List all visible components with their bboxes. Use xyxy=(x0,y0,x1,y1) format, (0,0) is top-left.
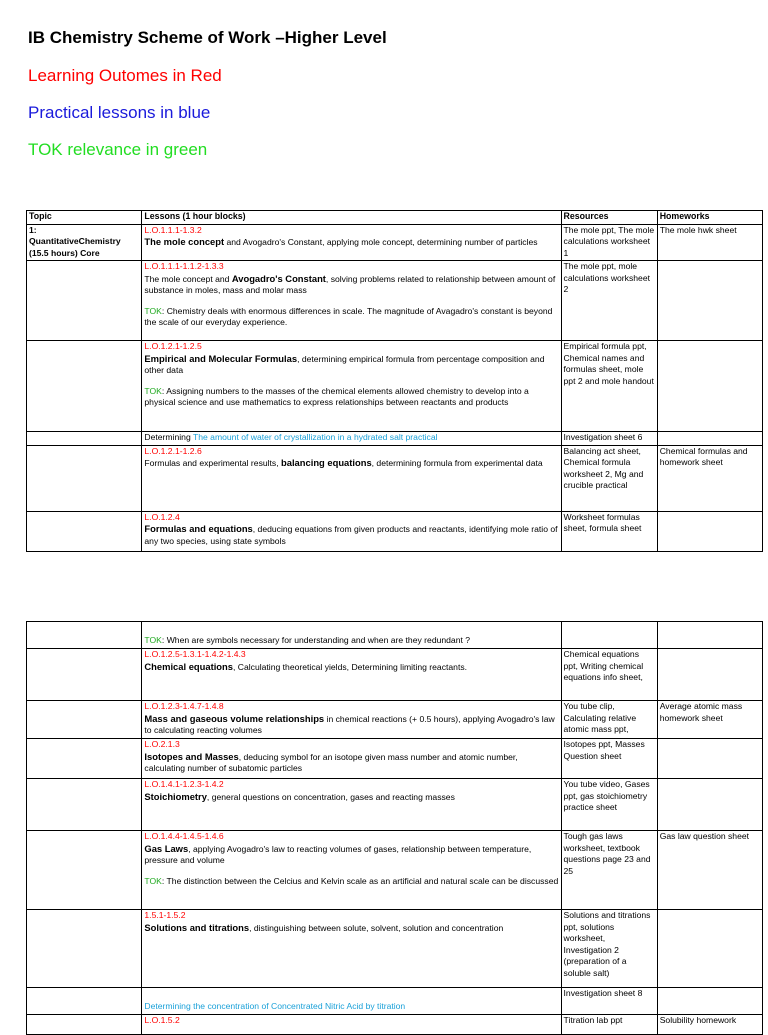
tok-text: : Assigning numbers to the masses of the chemical elements allowed chemistry to develop into a physical science and use mathematics to express relationships between reactants and products xyxy=(144,385,529,408)
table-row xyxy=(27,1015,763,1035)
lesson-text: , determining formula from experimental data xyxy=(371,458,543,469)
lesson-text: Formulas and experimental results, xyxy=(144,458,282,469)
resources-cell: Worksheet formulas sheet, formula sheet xyxy=(561,511,657,551)
lesson-text: , Calculating theoretical yields, Determining limiting reactants. xyxy=(232,661,468,672)
topic-cell xyxy=(27,1015,142,1035)
homework-cell xyxy=(657,511,762,551)
topic-cell xyxy=(27,445,142,511)
lesson-text: The mole concept and xyxy=(144,273,232,284)
homework-cell: Gas law question sheet xyxy=(657,831,762,910)
homework-cell xyxy=(657,779,762,831)
topic-cell xyxy=(27,831,142,910)
lesson-text: , determining empirical formula from percentage composition and other data xyxy=(144,353,545,376)
tok-label: TOK xyxy=(144,385,162,396)
topic-hours: (15.5 hours) Core xyxy=(29,247,100,258)
legend-learning-outcomes: Learning Outomes in Red xyxy=(28,66,222,85)
lesson-title: Solutions and titrations xyxy=(144,921,250,933)
lesson-title: The mole concept xyxy=(144,236,225,248)
legend-practical-lessons: Practical lessons in blue xyxy=(28,103,211,122)
table-row xyxy=(27,910,763,988)
lesson-title: Chemical equations xyxy=(144,660,233,672)
lesson-cell xyxy=(142,511,561,551)
lesson-text: , deducing equations from given products and reactants, identifying mole ratio of any two species, using state symbols xyxy=(144,524,558,546)
topic-cell xyxy=(27,988,142,1015)
lesson-text: in chemical reactions (+ 0.5 hours), applying Avogadro's law to calculating reacting volumes xyxy=(144,713,555,736)
lesson-title: Stoichiometry xyxy=(144,790,207,802)
table-header-row xyxy=(27,211,763,225)
lesson-text: and Avogadro's Constant, applying mole concept, determining number of particles xyxy=(224,237,538,248)
table-row xyxy=(27,779,763,831)
topic-cell xyxy=(27,649,142,701)
lesson-cell xyxy=(142,739,561,779)
topic-cell xyxy=(27,341,142,432)
learning-outcome: L.O.1.1.1-1.3.2 xyxy=(144,224,202,235)
table-row xyxy=(27,224,763,261)
lesson-cell xyxy=(142,988,561,1015)
lesson-text: , distinguishing between solute, solvent, solution and concentration xyxy=(249,922,504,933)
tok-label: TOK xyxy=(144,635,162,646)
header-homeworks: Homeworks xyxy=(657,211,762,225)
lesson-title: balancing equations xyxy=(281,457,372,469)
topic-cell xyxy=(27,910,142,988)
homework-cell xyxy=(657,261,762,341)
learning-outcome: L.O.1.2.1-1.2.6 xyxy=(144,445,202,456)
scheme-table-1 xyxy=(26,210,763,552)
header-topic: Topic xyxy=(27,211,142,225)
topic-cell xyxy=(27,739,142,779)
topic-cell xyxy=(27,261,142,341)
lesson-cell xyxy=(142,224,561,261)
tok-text: : Chemistry deals with enormous differences in scale. The magnitude of Avagadro's constant is beyond the scale of our everyday experience. xyxy=(144,305,553,328)
table-row xyxy=(27,261,763,341)
topic-cell xyxy=(27,622,142,649)
lesson-cell xyxy=(142,445,561,511)
tok-label: TOK xyxy=(144,305,162,316)
lesson-title: Isotopes and Masses xyxy=(144,750,239,762)
topic-cell xyxy=(27,779,142,831)
lesson-title: Gas Laws xyxy=(144,842,189,854)
learning-outcome: L.O.1.4.4-1.4.5-1.4.6 xyxy=(144,831,224,841)
lesson-cell xyxy=(142,622,561,649)
lesson-text: , general questions on concentration, gases and reacting masses xyxy=(206,791,455,802)
homework-cell xyxy=(657,988,762,1015)
homework-cell xyxy=(657,432,762,446)
table-row xyxy=(27,649,763,701)
lesson-title: Mass and gaseous volume relationships xyxy=(144,712,325,724)
homework-cell: Chemical formulas and homework sheet xyxy=(657,445,762,511)
lesson-title: Formulas and equations xyxy=(144,523,253,535)
lesson-cell xyxy=(142,261,561,341)
learning-outcome: L.O.1.2.1-1.2.5 xyxy=(144,341,202,352)
lesson-cell xyxy=(142,341,561,432)
resources-cell: Tough gas laws worksheet, textbook questions page 23 and 25 xyxy=(561,831,657,910)
learning-outcome: L.O.1.5.2 xyxy=(144,1015,180,1025)
header-resources: Resources xyxy=(561,211,657,225)
learning-outcome: L.O.1.1.1-1.1.2-1.3.3 xyxy=(144,261,224,272)
table-row xyxy=(27,988,763,1015)
scheme-table-2 xyxy=(26,621,763,1035)
lesson-cell xyxy=(142,910,561,988)
lesson-text: Determining xyxy=(144,432,193,443)
lesson-cell xyxy=(142,831,561,910)
topic-cell xyxy=(27,701,142,739)
resources-cell: You tube video, Gases ppt, gas stoichiometry practice sheet xyxy=(561,779,657,831)
topic-name: QuantitativeChemistry xyxy=(29,236,121,247)
lesson-cell xyxy=(142,1015,561,1035)
header-lessons: Lessons (1 hour blocks) xyxy=(142,211,561,225)
homework-cell xyxy=(657,622,762,649)
resources-cell: Investigation sheet 6 xyxy=(561,432,657,446)
resources-cell: The mole ppt, The mole calculations worksheet 1 xyxy=(561,224,657,261)
lesson-title: Empirical and Molecular Formulas xyxy=(144,352,298,364)
lesson-text: , applying Avogadro's law to reacting volumes of gases, relationship between temperature, pressure and volume xyxy=(144,843,532,866)
homework-cell xyxy=(657,910,762,988)
lesson-title: Avogadro's Constant xyxy=(231,272,326,284)
homework-cell: The mole hwk sheet xyxy=(657,224,762,261)
topic-cell xyxy=(27,432,142,446)
resources-cell: Empirical formula ppt, Chemical names and formulas sheet, mole ppt 2 and mole handout xyxy=(561,341,657,432)
tok-label: TOK xyxy=(144,875,162,886)
table-row xyxy=(27,622,763,649)
lesson-text: , deducing symbol for an isotope given mass number and atomic number, calculating number of subatomic particles xyxy=(144,751,518,774)
lesson-cell xyxy=(142,649,561,701)
table-row xyxy=(27,445,763,511)
table-row xyxy=(27,432,763,446)
lesson-text: , solving problems related to relationship between amount of substance in moles, mass and molar mass xyxy=(144,273,556,296)
homework-cell: Average atomic mass homework sheet xyxy=(657,701,762,739)
practical-lesson: Determining the concentration of Concentrated Nitric Acid by titration xyxy=(144,1001,406,1012)
page-title: IB Chemistry Scheme of Work –Higher Level xyxy=(28,28,387,47)
table-row xyxy=(27,341,763,432)
learning-outcome: L.O.1.2.5-1.3.1-1.4.2-1.4.3 xyxy=(144,649,246,659)
homework-cell xyxy=(657,739,762,779)
learning-outcome: L.O.1.2.3-1.4.7-1.4.8 xyxy=(144,701,224,711)
learning-outcome: 1.5.1-1.5.2 xyxy=(144,910,186,920)
table-row xyxy=(27,831,763,910)
resources-cell: The mole ppt, mole calculations worksheet 2 xyxy=(561,261,657,341)
topic-cell xyxy=(27,224,142,261)
resources-cell: Chemical equations ppt, Writing chemical equations info sheet, xyxy=(561,649,657,701)
homework-cell: Solubility homework xyxy=(657,1015,762,1035)
lesson-cell xyxy=(142,779,561,831)
tok-text: : When are symbols necessary for understanding and when are they redundant ? xyxy=(161,635,471,646)
table-row xyxy=(27,701,763,739)
resources-cell: Titration lab ppt xyxy=(561,1015,657,1035)
legend-tok-relevance: TOK relevance in green xyxy=(28,140,208,159)
learning-outcome: L.O.2.1.3 xyxy=(144,739,180,749)
resources-cell: Solutions and titrations ppt, solutions worksheet, Investigation 2 (preparation of a soluble salt) xyxy=(561,910,657,988)
resources-cell xyxy=(561,622,657,649)
learning-outcome: L.O.1.2.4 xyxy=(144,511,180,522)
learning-outcome: L.O.1.4.1-1.2.3-1.4.2 xyxy=(144,779,224,789)
table-row xyxy=(27,739,763,779)
homework-cell xyxy=(657,649,762,701)
resources-cell: Balancing act sheet, Chemical formula worksheet 2, Mg and crucible practical xyxy=(561,445,657,511)
table-row xyxy=(27,511,763,551)
topic-number: 1: xyxy=(29,224,37,235)
practical-lesson: The amount of water of crystallization in a hydrated salt practical xyxy=(192,432,438,443)
resources-cell: Investigation sheet 8 xyxy=(561,988,657,1015)
lesson-cell xyxy=(142,432,561,446)
tok-text: : The distinction between the Celcius and Kelvin scale as an artificial and natural scale can be discussed xyxy=(161,875,559,886)
resources-cell: You tube clip, Calculating relative atomic mass ppt, xyxy=(561,701,657,739)
lesson-cell xyxy=(142,701,561,739)
topic-cell xyxy=(27,511,142,551)
resources-cell: Isotopes ppt, Masses Question sheet xyxy=(561,739,657,779)
homework-cell xyxy=(657,341,762,432)
